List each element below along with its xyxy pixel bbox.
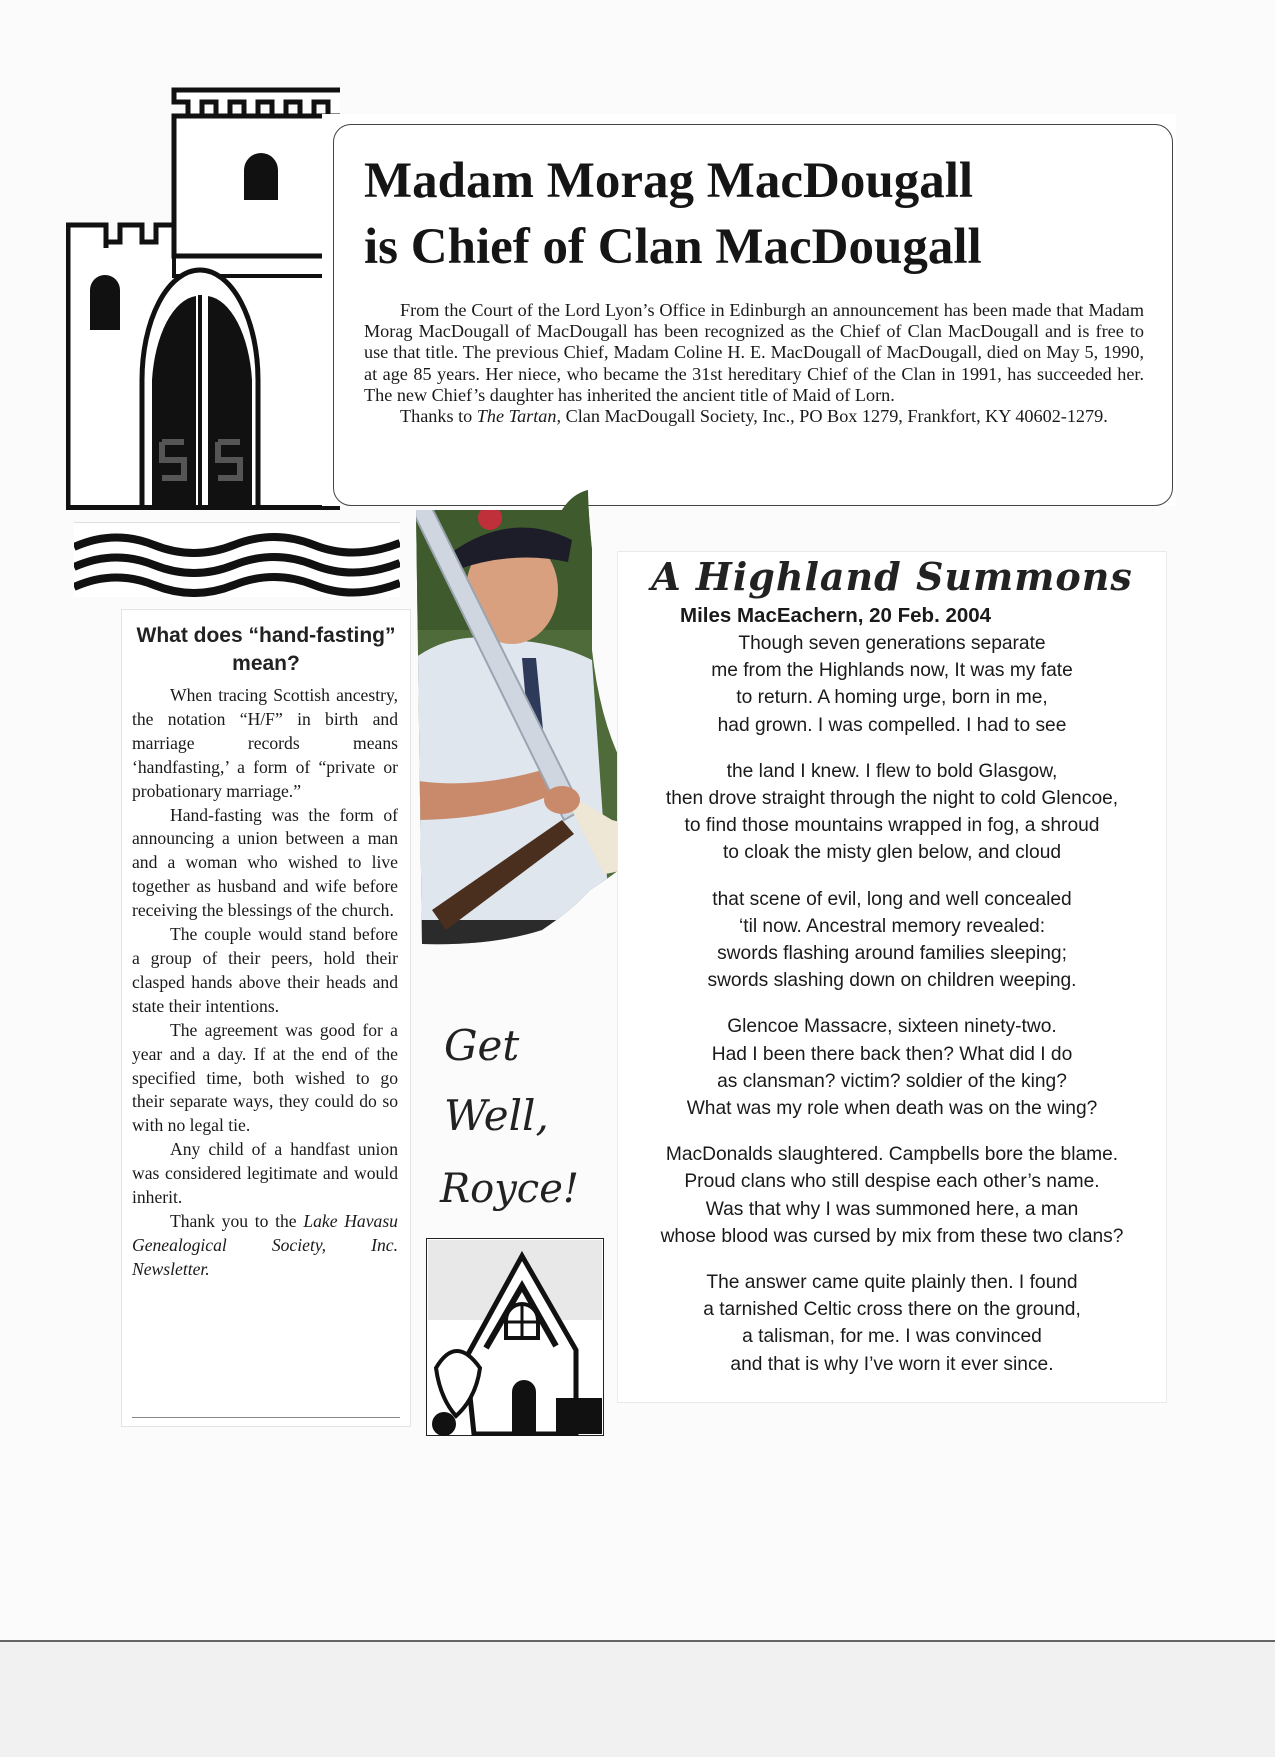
poem-line: a tarnished Celtic cross there on the ground, bbox=[703, 1299, 1081, 1321]
get-well-note bbox=[430, 1002, 598, 1236]
article-credit: Thanks to The Tartan, Clan MacDougall Society, Inc., PO Box 1279, Frankfort, KY 40602-1279. bbox=[400, 406, 1108, 427]
divider bbox=[132, 1417, 400, 1418]
poem-line: The answer came quite plainly then. I found bbox=[706, 1272, 1078, 1294]
poem-line: MacDonalds slaughtered. Campbells bore the blame. bbox=[665, 1144, 1119, 1166]
poem-line: to return. A homing urge, born in me, bbox=[736, 687, 1048, 709]
poem-line: and that is why I’ve worn it ever since. bbox=[730, 1353, 1054, 1375]
article-headline bbox=[364, 148, 1154, 280]
poem-line: then drove straight through the night to cold Glencoe, bbox=[665, 788, 1119, 810]
poem-line: ‘til now. Ancestral memory revealed: bbox=[738, 915, 1046, 937]
poem-byline: Miles MacEachern, 20 Feb. 2004 bbox=[680, 604, 992, 627]
poem-line: the land I knew. I flew to bold Glasgow, bbox=[726, 760, 1058, 782]
poem-line: whose blood was cursed by mix from these two clans? bbox=[660, 1225, 1124, 1247]
poem-stanza bbox=[618, 630, 1166, 739]
handfasting-paragraph: Hand-fasting was the form of announcing a union between a man and a woman who wished to live together as husband and wife before receiving the blessings of the church. bbox=[132, 804, 398, 921]
handfasting-paragraph: Any child of a handfast union was considered legitimate and would inherit. bbox=[132, 1139, 398, 1208]
article-paragraph: From the Court of the Lord Lyon’s Office in Edinburgh an announcement has been made that Madam Morag MacDougall of MacDougall has been recognized as the Chief of Clan MacDougall and is free to use that title. The previous Chief, Madam Coline H. E. MacDougall of MacDougall, died on May 5, 1990, at age 85 years. Her niece, who became the 31st hereditary Chief of the Clan in 1991, has succeeded her. The new Chief’s daughter has inherited the ancient title of Maid of Lorn. bbox=[364, 300, 1144, 405]
handfasting-paragraph: When tracing Scottish ancestry, the notation “H/F” in birth and marriage records means ‘handfasting,’ a form of “private or probationary marriage.” bbox=[132, 685, 398, 801]
poem-line: me from the Highlands now, It was my fate bbox=[711, 660, 1073, 682]
highland-summons-poem bbox=[618, 552, 1166, 1402]
castle-icon bbox=[66, 80, 340, 510]
poem-line: Was that why I was summoned here, a man bbox=[705, 1198, 1079, 1220]
handfasting-paragraph: The agreement was good for a year and a day. If at the end of the specified time, both wished to go their separate ways, they could do so with no legal tie. bbox=[132, 1019, 398, 1136]
poem-line: Proud clans who still despise each other’s name. bbox=[684, 1171, 1100, 1193]
house-icon bbox=[426, 1238, 604, 1436]
chief-announcement-article bbox=[322, 114, 1176, 506]
scanner-edge bbox=[0, 1640, 1275, 1757]
handfasting-paragraph: The couple would stand before a group of their peers, hold their clasped hands above their heads and state their intentions. bbox=[132, 924, 398, 1016]
note-line-2: Well, bbox=[444, 1091, 549, 1140]
castle-clipart bbox=[66, 80, 340, 510]
waves-clipart bbox=[74, 522, 400, 597]
poem-stanza bbox=[618, 1013, 1166, 1122]
poem-title: A Highland Summons bbox=[651, 554, 1133, 599]
handfasting-article bbox=[122, 610, 410, 1426]
handfasting-credit: Thank you to the Lake Havasu Genealogical Society, Inc. Newsletter. bbox=[132, 1210, 398, 1279]
credit-source: The Tartan, bbox=[476, 406, 562, 427]
article-body bbox=[364, 300, 1144, 427]
poem-stanza bbox=[618, 758, 1166, 867]
headline-line-2: is Chief of Clan MacDougall bbox=[364, 219, 982, 275]
poem-line: that scene of evil, long and well concealed bbox=[712, 888, 1072, 910]
poem-line: What was my role when death was on the wing? bbox=[686, 1098, 1098, 1120]
poem-stanza bbox=[618, 886, 1166, 995]
poem-line: swords flashing around families sleeping; bbox=[717, 943, 1067, 965]
note-line-1: Get bbox=[444, 1021, 520, 1070]
poem-stanza bbox=[618, 1269, 1166, 1378]
poem-line: to find those mountains wrapped in fog, a shroud bbox=[684, 815, 1100, 837]
handfasting-heading: What does “hand-fasting” mean? bbox=[136, 624, 396, 675]
poem-line: as clansman? victim? soldier of the king? bbox=[717, 1070, 1067, 1092]
poem-line: swords slashing down on children weeping. bbox=[707, 970, 1077, 992]
handfasting-body bbox=[132, 684, 398, 1282]
headline-line-1: Madam Morag MacDougall bbox=[364, 153, 974, 209]
handwritten-note bbox=[430, 1002, 598, 1236]
poem-stanza bbox=[618, 1141, 1166, 1250]
poem-line: had grown. I was compelled. I had to see bbox=[717, 714, 1067, 736]
waves-icon bbox=[74, 523, 400, 597]
handfasting-credit-source: Lake Havasu Genealogical Society, Inc. Newsletter. bbox=[132, 1210, 398, 1279]
note-line-3: Royce! bbox=[440, 1166, 579, 1212]
haunted-house-clipart bbox=[426, 1238, 604, 1436]
poem-line: a talisman, for me. I was convinced bbox=[742, 1326, 1042, 1348]
poem-line: Had I been there back then? What did I do bbox=[711, 1043, 1073, 1065]
poem-line: Though seven generations separate bbox=[738, 633, 1046, 654]
poem-line: to cloak the misty glen below, and cloud bbox=[722, 842, 1062, 864]
poem-line: Glencoe Massacre, sixteen ninety-two. bbox=[727, 1016, 1057, 1038]
